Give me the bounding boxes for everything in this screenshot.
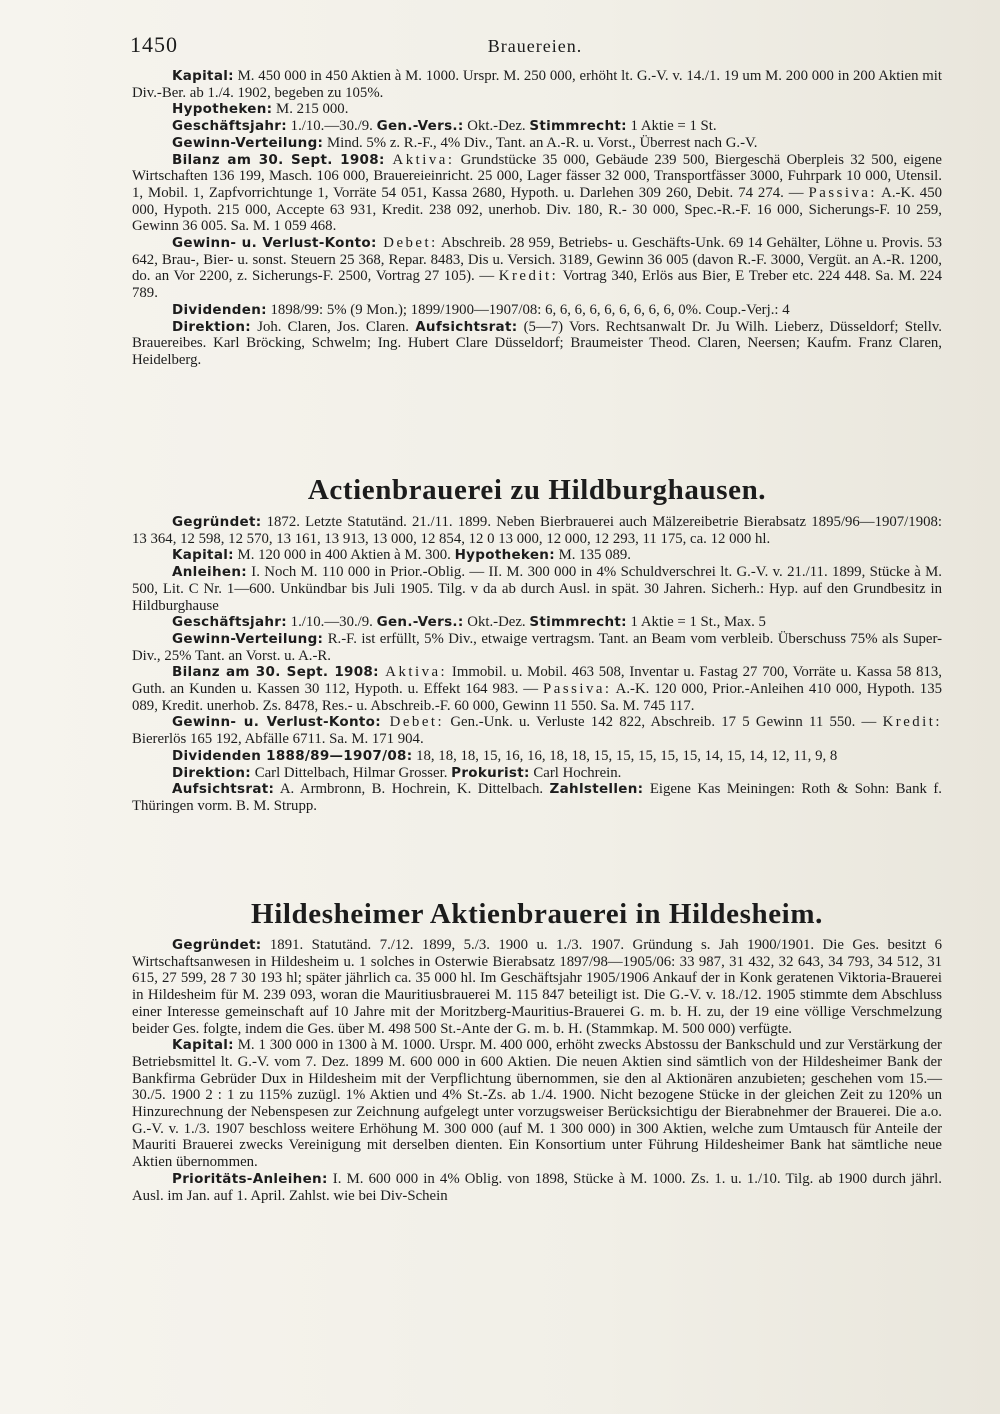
running-title: Brauereien. <box>487 36 583 56</box>
para-dividenden: Dividenden: 1898/99: 5% (9 Mon.); 1899/1900—1907/08: 6, 6, 6, 6, 6, 6, 6, 6, 6, 0%. Coup.-Verj.: 4 <box>172 301 790 318</box>
para-hypotheken: Hypotheken: M. 215 000. <box>172 101 349 118</box>
para-gewinn-verlust: Gewinn- u. Verlust-Konto: Debet: Abschreib. 28 959, Betriebs- u. Geschäfts-Unk. 69 14 Gehälter, Löhne u. Provis. 53 642, Brau-, Bier- u. sonst. Steuern 25 368, Repar. 8483, Dis u. Versich. 3189, Gewinn 36 005 (davon R.-F. 3000, Vergüt. an A.-R. 1200, do. an Vor 2200, z. Sicherungs-F. 2500, Vortrag 27 105). — Kredit: Vortrag 340, Erlös aus Bier, E Treber etc. 224 448. Sa. M. 224 789. <box>132 235 942 302</box>
para-geschaeftsjahr: Geschäftsjahr: 1./10.—30./9. Gen.-Vers.: Okt.-Dez. Stimmrecht: 1 Aktie = 1 St. <box>172 118 717 135</box>
para-direktion: Direktion: Joh. Claren, Jos. Claren. Aufsichtsrat: (5—7) Vors. Rechtsanwalt Dr. Ju Wilh. Lieberz, Düsseldorf; Stellv. Brauereibes. Karl Bröcking, Schwelm; Ing. Hubert Clare Düsseldorf; Braumeister Theod. Claren, Neersen; Kaufm. Franz Claren, Heidelberg. <box>132 318 942 368</box>
para-bilanz: Bilanz am 30. Sept. 1908: Aktiva: Immobil. u. Mobil. 463 508, Inventar u. Fastag 27 700, Vorräte u. Kassa 58 813, Guth. an Kunden u. Kassen 30 112, Hypoth. u. Effekt 164 983. — Passiva: A.-K. 120 000, Prior.-Anleihen 410 000, Hypoth. 135 089, Kredit. unerhob. Zs. 8478, Res.- u. Abschreib.-F. 60 000, Gewinn 11 550. Sa. M. 745 117. <box>132 664 942 714</box>
para-bilanz: Bilanz am 30. Sept. 1908: Aktiva: Grundstücke 35 000, Gebäude 239 500, Biergeschä Oberpleis 32 500, eigene Wirtschaften 136 199, Masch. 106 000, Brauereieinricht. 25 000, Lager fässer 32 000, Transportfässer 3000, Fuhrpark 10 000, Utensil. 1, Mobil. 1, Zapfvorrichtunge 1, Vorräte 54 051, Kassa 2680, Hypoth. u. Darlehen 309 260, Debit. 74 274. — Passiva: A.-K. 450 000, Hypoth. 215 000, Accepte 63 931, Kredit. 238 092, unerhob. Div. 180, R.- 30 000, Spec.-R.-F. 16 000, Sicherungs-F. 10 259, Gewinn 36 005. Sa. M. 1 059 468. <box>132 151 942 235</box>
para-anleihen: Anleihen: I. Noch M. 110 000 in Prior.-Oblig. — II. M. 300 000 in 4% Schuldverschrei lt. G.-V. v. 21./11. 1899, Stücke à M. 500, Lit. C Nr. 1—600. Unkündbar bis Juli 1905. Tilg. v da ab durch Ausl. in spät. 30 Jahren. Sicherh.: Hyp. auf den Grundbesitz in Hildburghause <box>132 564 942 614</box>
section-previous-company <box>132 68 942 369</box>
para-dividenden: Dividenden 1888/89—1907/08: 18, 18, 18, 15, 16, 16, 18, 18, 15, 15, 15, 15, 15, 14, 15, 14, 12, 11, 9, 8 <box>172 747 838 764</box>
section-hildesheim <box>132 937 942 1204</box>
para-kapital: Kapital: M. 120 000 in 400 Aktien à M. 300. Hypotheken: M. 135 089. <box>172 547 631 564</box>
running-head <box>130 26 940 66</box>
page-number: 1450 <box>130 32 178 57</box>
section-title-hildburghausen: Actienbrauerei zu Hildburghausen. <box>307 474 767 506</box>
para-gewinn-verteilung: Gewinn-Verteilung: Mind. 5% z. R.-F., 4% Div., Tant. an A.-R. u. Vorst., Überrest nach G.-V. <box>172 134 758 151</box>
para-gegruendet: Gegründet: 1891. Statutänd. 7./12. 1899, 5./3. 1900 u. 1./3. 1907. Gründung s. Jah 1900/1901. Die Ges. besitzt 6 Wirtschaftsanwesen in Hildesheim u. 1 solches in Osterwie Bierabsatz 1897/98—1905/06: 33 987, 31 432, 32 643, 34 793, 34 512, 31 615, 27 599, 28 7 30 193 hl; später jährlich ca. 35 000 hl. Im Geschäftsjahr 1905/1906 Ankauf der in Konk geratenen Viktoria-Brauerei in Hildesheim für M. 239 093, woran die Mauritiusbrauerei M. 115 847 beteiligt ist. Die G.-V. v. 18./12. 1905 stimmte dem Abschluss einer Interesse gemeinschaft auf 10 Jahre mit der Moritzberg-Mauritius-Brauerei G. m. b. H. zu, der 19 eine völlige Verschmelzung beider Ges. folgte, indem die Ges. über M. 498 500 St.-Ante der G. m. b. H. (Stammkap. M. 500 000) verfügte. <box>132 937 942 1037</box>
para-gewinn-verteilung: Gewinn-Verteilung: R.-F. ist erfüllt, 5% Div., etwaige vertragsm. Tant. an Beam vom verbleib. Überschuss 75% als Super-Div., 25% Tant. an Vorst. u. A.-R. <box>132 630 942 664</box>
para-aufsichtsrat: Aufsichtsrat: A. Armbronn, B. Hochrein, K. Dittelbach. Zahlstellen: Eigene Kas Meiningen: Roth & Sohn: Bank f. Thüringen vorm. B. M. Strupp. <box>132 781 942 814</box>
para-direktion: Direktion: Carl Dittelbach, Hilmar Grosser. Prokurist: Carl Hochrein. <box>172 764 622 781</box>
section-hildburghausen <box>132 514 942 815</box>
para-gewinn-verlust: Gewinn- u. Verlust-Konto: Debet: Gen.-Unk. u. Verluste 142 822, Abschreib. 17 5 Gewinn 11 550. — Kredit: Biererlös 165 192, Abfälle 6711. Sa. M. 171 904. <box>132 714 942 748</box>
para-geschaeftsjahr: Geschäftsjahr: 1./10.—30./9. Gen.-Vers.: Okt.-Dez. Stimmrecht: 1 Aktie = 1 St., Max. 5 <box>172 614 766 631</box>
para-kapital: Kapital: M. 1 300 000 in 1300 à M. 1000. Urspr. M. 400 000, erhöht zwecks Abstossu der Bankschuld und zur Verstärkung der Betriebsmittel lt. G.-V. vom 7. Dez. 1899 M. 600 000 in 600 Aktien. Die neuen Aktien sind sämtlich von der Hildesheimer Bank der Bankfirma Gebrüder Dux in Hildesheim mit der Verpflichtung übernommen, sie den al Aktionären anzubieten; geschehen vom 15.—30./5. 1900 2 : 1 zu 115% zuzügl. 1% Aktien und 4% St.-Zs. ab 1./4. 1900. Nicht bezogene Stücke in der gleichen Zeit zu 120% un Hinzurechnung der Nebenspesen zur Zeichnung aufgelegt unter vorzugsweiser Berücksichtigu der Bierabnehmer der Brauerei. Die a.o. G.-V. v. 1./3. 1907 beschloss weitere Erhöhung M. 300 000 (auf M. 1 300 000) in 300 Aktien, welche zum Umtausch für Anteile der Mauriti Brauerei zwecks Vereinigung mit derselben dienten. Ein Konsortium unter Führung Hildesheimer Bank hat sämtliche neue Aktien übernommen. <box>132 1037 942 1171</box>
para-gegruendet: Gegründet: 1872. Letzte Statutänd. 21./11. 1899. Neben Bierbrauerei auch Mälzereibetrie Bierabsatz 1895/96—1907/1908: 13 364, 12 598, 12 570, 13 161, 13 913, 13 000, 12 854, 12 0 13 000, 12 000, 12 293, 11 175, ca. 12 000 hl. <box>132 514 942 547</box>
section-title-hildesheim: Hildesheimer Aktienbrauerei in Hildesheim. <box>251 898 823 930</box>
para-prioritaets-anleihen: Prioritäts-Anleihen: I. M. 600 000 in 4% Oblig. von 1898, Stücke à M. 1000. Zs. 1. u. 1./10. Tilg. ab 1900 durch jährl. Ausl. im Jan. auf 1. April. Zahlst. wie bei Div-Schein <box>132 1170 942 1204</box>
para-kapital: Kapital: M. 450 000 in 450 Aktien à M. 1000. Urspr. M. 250 000, erhöht lt. G.-V. v. 14./1. 19 um M. 200 000 in 200 Aktien mit Div.-Ber. ab 1./4. 1902, begeben zu 105%. <box>132 68 942 101</box>
